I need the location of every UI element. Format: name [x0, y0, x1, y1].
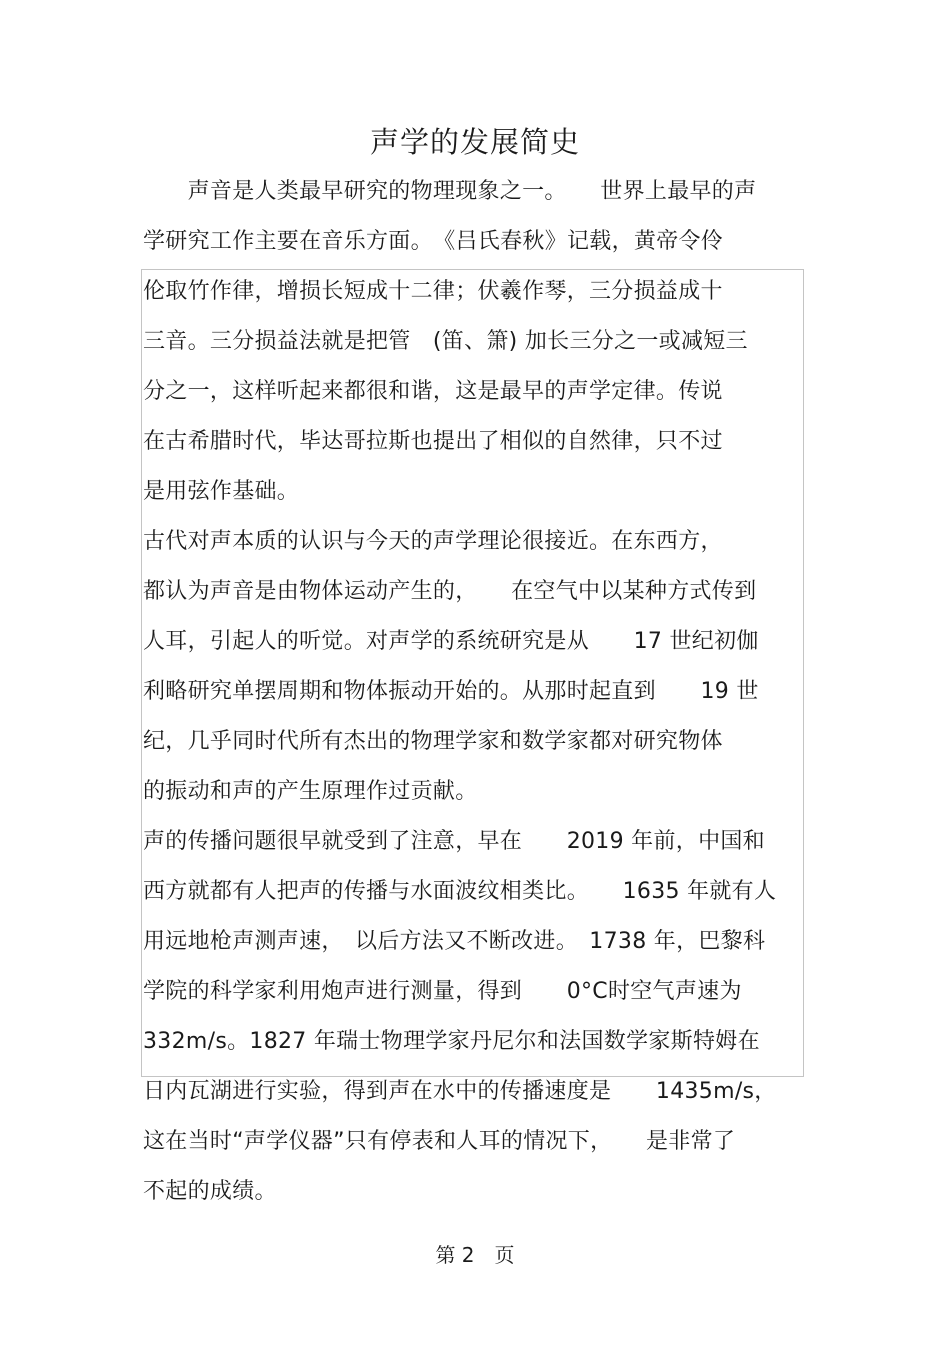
- body-line: 学研究工作主要在音乐方面。 《吕氏春秋》记载，黄帝令伶: [143, 229, 724, 254]
- page-number: 第 2 页: [435, 1243, 515, 1267]
- body-line: 这在当时“声学仪器”只有停表和人耳的情况下， 是非常了: [143, 1129, 736, 1154]
- body-line: 的振动和声的产生原理作过贡献。: [143, 779, 478, 804]
- body-line: 三音。三分损益法就是把管 (笛、箫) 加长三分之一或减短三: [143, 329, 748, 354]
- body-line: 声的传播问题很早就受到了注意，早在 2019 年前，中国和: [143, 829, 765, 854]
- body-line: 都认为声音是由物体运动产生的， 在空气中以某种方式传到: [143, 579, 757, 604]
- document-title: 声学的发展简史: [369, 125, 580, 159]
- body-line: 人耳，引起人的听觉。对声学的系统研究是从 17 世纪初伽: [143, 629, 759, 654]
- body-line: 纪，几乎同时代所有杰出的物理学家和数学家都对研究物体: [143, 729, 723, 754]
- body-line: 是用弦作基础。: [143, 479, 300, 504]
- body-line: 在古希腊时代，毕达哥拉斯也提出了相似的自然律，只不过: [143, 429, 723, 454]
- body-line: 用远地枪声测声速， 以后方法又不断改进。 1738 年，巴黎科: [143, 929, 766, 954]
- body-line: 利略研究单摆周期和物体振动开始的。从那时起直到 19 世: [143, 679, 759, 704]
- body-line: 学院的科学家利用炮声进行测量，得到 0°C时空气声速为: [143, 979, 742, 1004]
- body-line: 分之一，这样听起来都很和谐，这是最早的声学定律。传说: [143, 379, 723, 404]
- body-line: 日内瓦湖进行实验，得到声在水中的传播速度是 1435m/s，: [143, 1079, 777, 1104]
- body-line: 伦取竹作律，增损长短成十二律；伏羲作琴，三分损益成十: [143, 279, 723, 304]
- body-line: 古代对声本质的认识与今天的声学理论很接近。在东西方，: [143, 529, 723, 554]
- body-line: 不起的成绩。: [143, 1179, 277, 1204]
- body-line: 332m/s。1827 年瑞士物理学家丹尼尔和法国数学家斯特姆在: [143, 1029, 760, 1054]
- body-line: 声音是人类最早研究的物理现象之一。 世界上最早的声: [143, 179, 757, 204]
- body-line: 西方就都有人把声的传播与水面波纹相类比。 1635 年就有人: [143, 879, 777, 904]
